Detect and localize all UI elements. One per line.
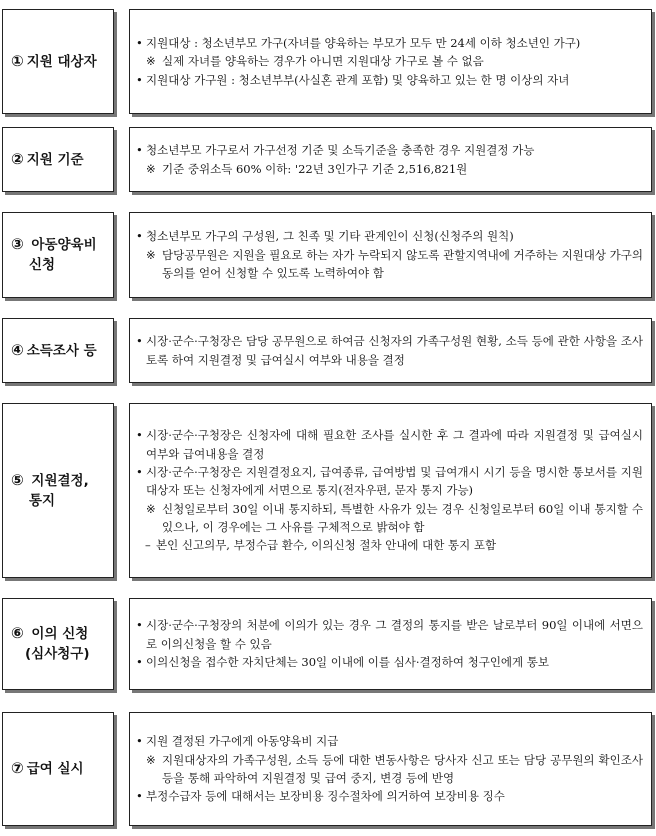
note-item: ※ 신청일로부터 30일 이내 통지하되, 특별한 사유가 있는 경우 신청일로부터 60일 이내 통지할 수 있으나, 이 경우에는 그 사유를 구체적으로 밝혀야 함 [136,500,643,537]
note-item: ※ 실제 자녀를 양육하는 경우가 아니면 지원대상 가구로 볼 수 없음 [136,52,643,70]
step-title-line: 신청 [29,257,56,274]
step-1-title [2,9,114,114]
step-5 [2,403,652,578]
step-4-content [129,318,652,383]
note-item: ※ 담당공무원은 지원을 필요로 하는 자가 누락되지 않도록 관할지역내에 거주하는 지원대상 가구의 동의를 얻어 신청할 수 있도록 노력하여야 함 [136,246,643,283]
step-6-title [2,598,114,690]
step-3-content [129,212,652,298]
step-7-title [2,712,114,826]
step-7 [2,712,652,826]
step-title-line: 이의 신청 [31,626,89,643]
step-5-content [129,403,652,578]
step-number: ④ [11,340,24,359]
step-number: ⑤ [11,470,24,489]
step-2-title [2,127,114,192]
step-number: ③ [11,235,24,254]
step-5-title [2,403,114,578]
step-3 [2,212,652,298]
step-number: ① [11,51,24,70]
note-item: ※ 지원대상자의 가족구성원, 소득 등에 대한 변동사항은 당사자 신고 또는 담당 공무원의 확인조사 등을 통해 파악하여 지원결정 및 급여 중지, 변경 등에 반영 [136,751,643,788]
step-title-line: 지원결정, [31,472,89,489]
step-title-line: 통지 [29,492,56,509]
step-title-line: 급여 실시 [26,761,84,778]
dash-item: – 본인 신고의무, 부정수급 환수, 이의신청 절차 안내에 대한 통지 포함 [136,536,643,554]
step-title-line: 아동양육비 [31,237,97,254]
bullet-item: • 이의신청을 접수한 자치단체는 30일 이내에 이를 심사·결정하여 청구인에게 통보 [136,653,643,671]
step-2 [2,127,652,192]
step-number: ⑥ [11,624,24,643]
bullet-item: • 지원 결정된 가구에게 아동양육비 지급 [136,732,643,750]
step-title-line: 지원 기준 [26,151,84,168]
bullet-item: • 시장·군수·구청장은 지원결정요지, 급여종류, 급여방법 및 급여개시 시기 등을 명시한 통보서를 지원대상자 또는 신청자에게 서면으로 통지(전자우편, 문자 통지 가능) [136,463,643,500]
step-1-content [129,9,652,114]
step-number: ② [11,149,24,168]
note-item: ※ 기준 중위소득 60% 이하: '22년 3인가구 기준 2,516,821원 [136,160,643,178]
bullet-item: • 청소년부모 가구로서 가구선정 기준 및 소득기준을 충족한 경우 지원결정 가능 [136,141,643,159]
bullet-item: • 시장·군수·구청장은 담당 공무원으로 하여금 신청자의 가족구성원 현황, 소득 등에 관한 사항을 조사토록 하여 지원결정 및 급여실시 여부와 내용을 결정 [136,332,643,369]
step-4-title [2,318,114,383]
step-title-line: 지원 대상자 [26,53,97,70]
bullet-item: • 지원대상 : 청소년부모 가구(자녀를 양육하는 부모가 모두 만 24세 이하 청소년인 가구) [136,34,643,52]
step-title-line: (심사청구) [25,646,90,663]
bullet-item: • 청소년부모 가구의 구성원, 그 친족 및 기타 관계인이 신청(신청주의 원칙) [136,227,643,245]
step-title-line: 소득조사 등 [26,342,97,359]
step-number: ⑦ [11,759,24,778]
step-2-content [129,127,652,192]
step-6-content [129,598,652,690]
step-7-content [129,712,652,826]
step-1 [2,9,652,114]
bullet-item: • 시장·군수·구청장의 처분에 이의가 있는 경우 그 결정의 통지를 받은 날로부터 90일 이내에 서면으로 이의신청을 할 수 있음 [136,616,643,653]
bullet-item: • 부정수급자 등에 대해서는 보장비용 징수절차에 의거하여 보장비용 징수 [136,787,643,805]
step-4 [2,318,652,383]
bullet-item: • 지원대상 가구원 : 청소년부부(사실혼 관계 포함) 및 양육하고 있는 한 명 이상의 자녀 [136,71,643,89]
bullet-item: • 시장·군수·구청장은 신청자에 대해 필요한 조사를 실시한 후 그 결과에 따라 지원결정 및 급여실시 여부와 급여내용을 결정 [136,426,643,463]
step-3-title [2,212,114,298]
step-6 [2,598,652,690]
